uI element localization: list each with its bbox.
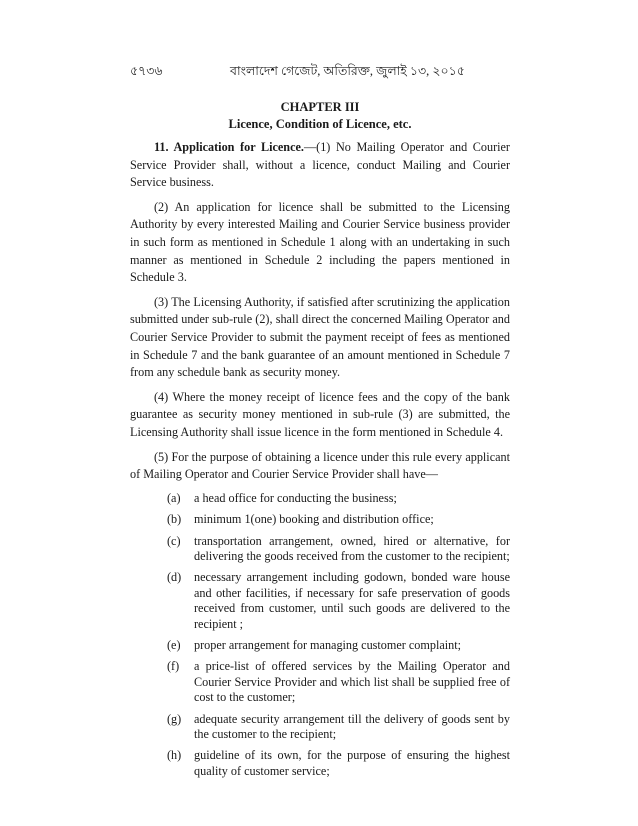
list-item-text: necessary arrangement including godown, bonded ware house and other facilities, if necessary for safe preservation of goods received from customer, until such goods are delivered to the recipient ; [194, 570, 510, 631]
document-body [130, 139, 510, 785]
sub-rule-paragraph: (4) Where the money receipt of licence fees and the copy of the bank guarantee as security money mentioned in sub-rule (3) are submitted, the Licensing Authority shall issue licence in the form mentioned in Schedule 4. [130, 389, 510, 439]
list-item [130, 638, 510, 653]
page-number: ৫৭৩৬ [130, 64, 163, 78]
list-item-label: (f) [167, 659, 180, 674]
list-item [130, 712, 510, 743]
chapter-heading [130, 99, 510, 133]
list-item-text: transportation arrangement, owned, hired or alternative, for delivering the goods received from the customer to the recipient; [194, 533, 510, 563]
list-item-label: (b) [167, 512, 182, 527]
list-item-text: minimum 1(one) booking and distribution office; [194, 512, 434, 527]
list-item-label: (a) [167, 490, 181, 505]
list-item [130, 512, 510, 527]
list-item-label: (h) [167, 748, 182, 763]
list-item-label: (c) [167, 533, 181, 548]
list-item-label: (g) [167, 711, 182, 726]
chapter-title: CHAPTER III [280, 100, 360, 114]
list-item [130, 534, 510, 565]
list-item [130, 748, 510, 779]
list-item-text: a head office for conducting the business; [194, 490, 397, 505]
list-item-text: guideline of its own, for the purpose of ensuring the highest quality of customer service; [194, 748, 510, 778]
list-item-text: proper arrangement for managing customer complaint; [194, 637, 462, 652]
rule-heading: 11. Application for Licence. [154, 140, 304, 154]
list-item-label: (e) [167, 637, 181, 652]
list-item-text: adequate security arrangement till the delivery of goods sent by the customer to the recipient; [194, 711, 510, 741]
running-title: বাংলাদেশ গেজেট, অতিরিক্ত, জুলাই ১৩, ২০১৫ [230, 64, 465, 78]
rule-paragraph [130, 139, 510, 192]
sub-rule-paragraph: (5) For the purpose of obtaining a licence under this rule every applicant of Mailing Operator and Courier Service Provider shall have— [130, 449, 510, 482]
list-item [130, 570, 510, 632]
sub-rule-paragraph: (3) The Licensing Authority, if satisfied after scrutinizing the application submitted under sub-rule (2), shall direct the concerned Mailing Operator and Courier Service Provider to submit the payment receipt of fees as mentioned in Schedule 7 and the bank guarantee of an amount mentioned in Schedule 7 from any schedule bank as security money. [130, 294, 510, 380]
requirements-list [130, 491, 510, 780]
list-item [130, 491, 510, 506]
list-item [130, 659, 510, 705]
sub-rule-paragraph: (2) An application for licence shall be submitted to the Licensing Authority by every interested Mailing and Courier Service business provider in such form as mentioned in Schedule 1 along with an undertaking in such manner as mentioned in Schedule 2 including the papers mentioned in Schedule 3. [130, 199, 510, 285]
chapter-subtitle: Licence, Condition of Licence, etc. [228, 117, 412, 131]
list-item-label: (d) [167, 570, 182, 585]
rule-text: —(1) No Mailing Operator and Courier Service Provider shall, without a licence, conduct Mailing and Courier Service business. [130, 140, 510, 190]
list-item-text: a price-list of offered services by the Mailing Operator and Courier Service Provider and which list shall be supplied free of cost to the customer; [194, 659, 510, 705]
page-header [130, 63, 510, 81]
